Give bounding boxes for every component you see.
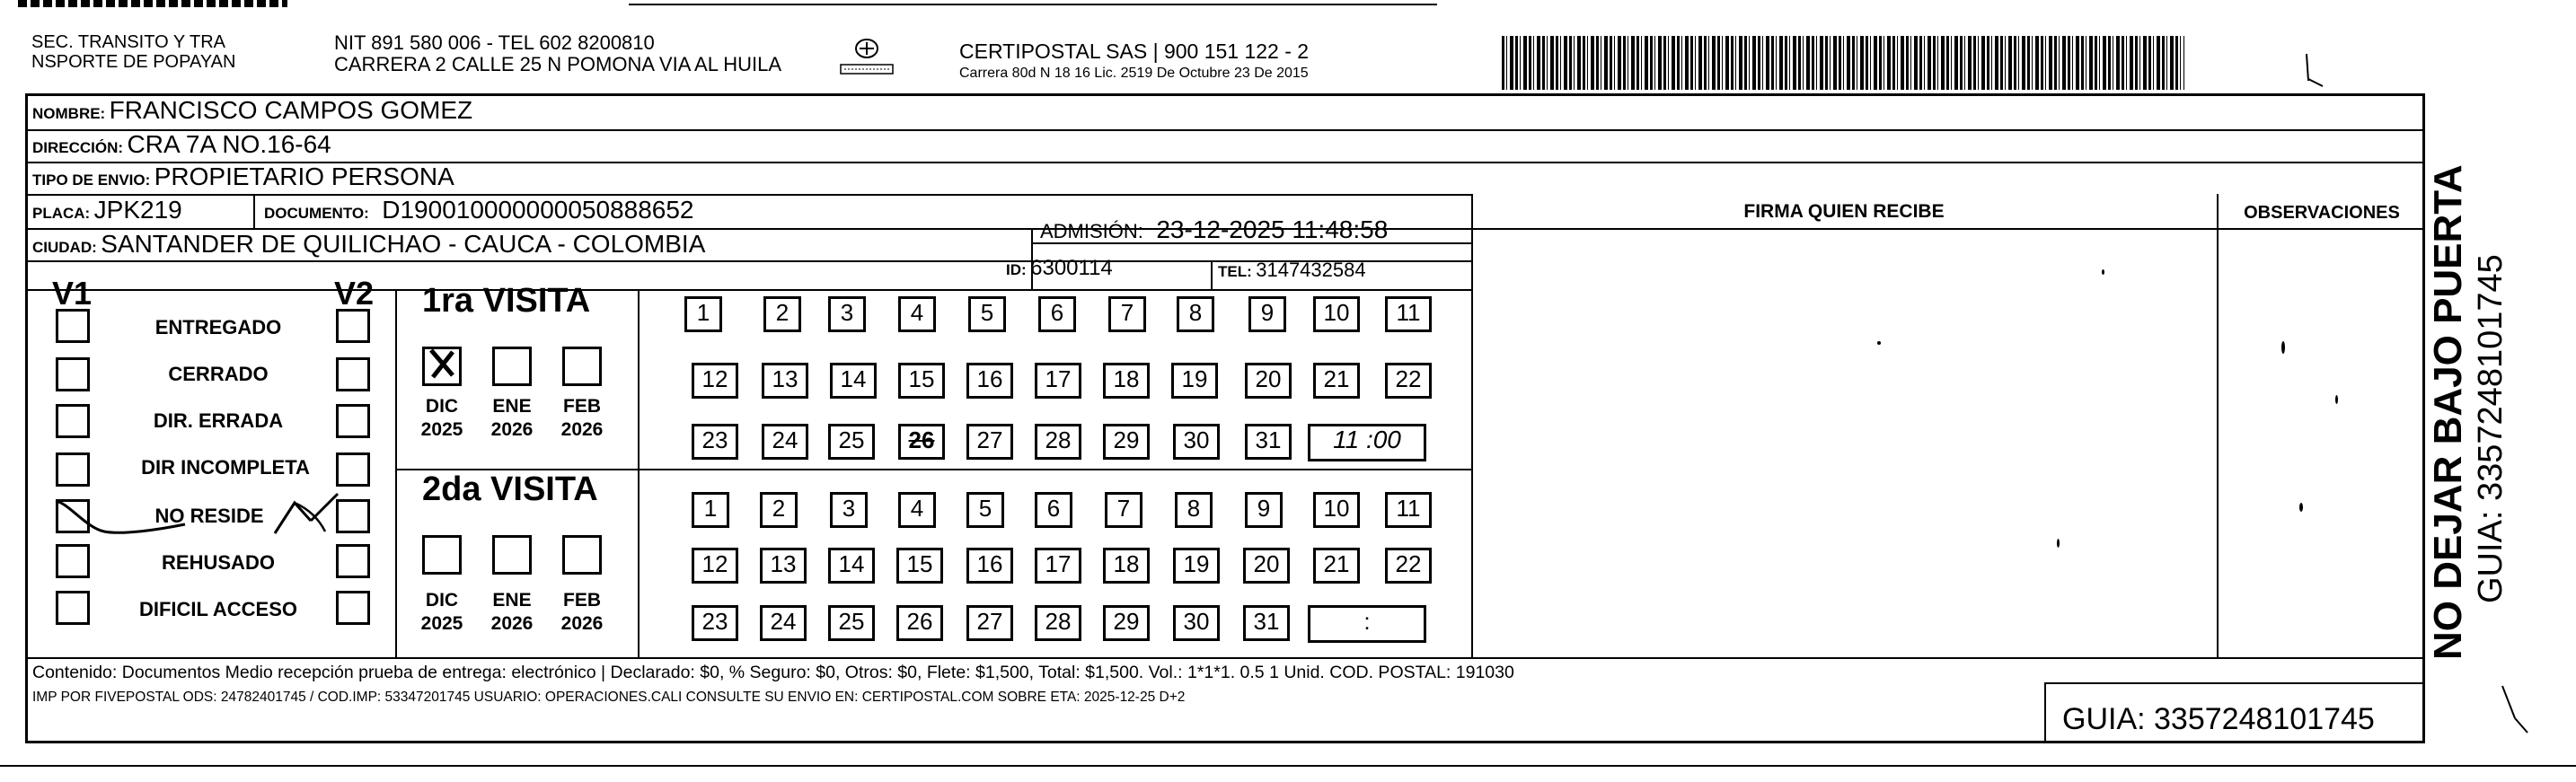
agency-contact xyxy=(334,32,873,75)
visit1-day[interactable]: 16 xyxy=(966,363,1013,399)
id-label: ID: xyxy=(1006,261,1027,278)
visit1-day[interactable]: 1 xyxy=(684,296,722,332)
scan-marks xyxy=(2299,54,2326,90)
visit1-day[interactable]: 31 xyxy=(1245,424,1292,460)
visit2-day[interactable]: 10 xyxy=(1313,492,1360,528)
visit2-day[interactable]: 12 xyxy=(692,548,738,584)
month-name: ENE xyxy=(492,396,532,417)
visit2-month-ene-label xyxy=(487,589,537,636)
visit1-day[interactable]: 3 xyxy=(828,296,866,332)
status-entregado: ENTREGADO xyxy=(154,316,282,338)
col-divider xyxy=(1211,260,1213,289)
col-divider xyxy=(253,194,255,228)
visit1-month-feb-checkbox[interactable] xyxy=(562,347,602,386)
agency-line-1: SEC. TRANSITO Y TRA xyxy=(31,32,225,52)
guia-box-divider xyxy=(2044,682,2046,743)
firma-heading: FIRMA QUIEN RECIBE xyxy=(1743,201,1945,222)
status-dir-incompleta: DIR INCOMPLETA xyxy=(141,456,310,479)
contenido-line: Contenido: Documentos Medio recepción prueba de entrega: electrónico | Declarado: $0, % Seguro: $0, Otros: $0, Flete: $1,500, Total: $1,500. Vol.: 1*1*1. 0.5 1 Unid. COD. POSTAL: 191030 xyxy=(32,663,1514,682)
visit2-day[interactable]: 30 xyxy=(1173,605,1220,641)
visit2-day[interactable]: 26 xyxy=(896,605,943,641)
tipo-label: TIPO DE ENVIO: xyxy=(32,171,151,189)
col-divider xyxy=(2217,194,2219,657)
visit2-day[interactable]: 7 xyxy=(1105,492,1142,528)
month-name: ENE xyxy=(492,590,532,611)
v1-cerrado-checkbox[interactable] xyxy=(56,357,90,391)
scan-edge-line xyxy=(629,4,1437,5)
visit2-day[interactable]: 22 xyxy=(1385,548,1432,584)
status-rehusado: REHUSADO xyxy=(162,551,275,574)
visit1-day[interactable]: 8 xyxy=(1177,296,1214,332)
visit1-day[interactable]: 11 xyxy=(1385,296,1432,332)
admision-label: ADMISIÓN: xyxy=(1040,220,1143,242)
month-year: 2026 xyxy=(560,613,604,634)
visit1-day[interactable]: 2 xyxy=(763,296,801,332)
guide-barcode xyxy=(1502,36,2184,90)
status-dificil-acceso: DIFICIL ACCESO xyxy=(138,598,297,620)
admision-cell xyxy=(1040,215,1388,244)
documento-value: D190010000000050888652 xyxy=(382,196,694,224)
certipostal-seal-logo xyxy=(837,36,896,83)
direccion-row xyxy=(32,130,331,159)
visit2-day[interactable]: 31 xyxy=(1243,605,1290,641)
visit2-day[interactable]: 2 xyxy=(760,492,798,528)
row-divider xyxy=(25,129,2425,131)
scan-edge-mark xyxy=(2497,682,2533,736)
visit2-day[interactable]: 15 xyxy=(896,548,943,584)
v2-dir-errada-checkbox[interactable] xyxy=(336,404,370,438)
guia-number: GUIA: 3357248101745 xyxy=(2062,702,2375,736)
scan-speck xyxy=(2299,503,2303,512)
direccion-value: CRA 7A NO.16-64 xyxy=(127,130,331,158)
visit1-time-box[interactable]: 11 :00 xyxy=(1308,424,1426,461)
visit1-day[interactable]: 5 xyxy=(968,296,1006,332)
scan-speck xyxy=(1877,341,1881,345)
imp-line: IMP POR FIVEPOSTAL ODS: 24782401745 / COD.IMP: 53347201745 USUARIO: OPERACIONES.CALI CONSULTE SU ENVIO EN: CERTIPOSTAL.COM SOBRE ETA: 2025-12-25 D+2 xyxy=(32,690,1186,705)
v2-dificil-acceso-checkbox[interactable] xyxy=(336,591,370,625)
visit-col-right xyxy=(638,289,640,657)
visit1-dic-checkmark xyxy=(426,345,460,384)
right-header-line xyxy=(1471,228,2425,230)
visit2-day[interactable]: 3 xyxy=(830,492,868,528)
visit1-day[interactable]: 30 xyxy=(1173,424,1220,460)
v2-dir-incompleta-checkbox[interactable] xyxy=(336,453,370,487)
v2-cerrado-checkbox[interactable] xyxy=(336,357,370,391)
visit2-day[interactable]: 18 xyxy=(1103,548,1150,584)
guia-box-top xyxy=(2044,682,2425,684)
month-year: 2025 xyxy=(420,419,463,440)
col-divider xyxy=(1471,194,1473,657)
visit1-day[interactable]: 6 xyxy=(1038,296,1076,332)
documento-cell xyxy=(264,196,694,224)
visit1-day[interactable]: 10 xyxy=(1313,296,1360,332)
visit2-month-dic-checkbox[interactable] xyxy=(422,535,462,575)
visit1-day[interactable]: 21 xyxy=(1313,363,1360,399)
v1-rehusado-checkbox[interactable] xyxy=(56,544,90,578)
visit1-day[interactable]: 22 xyxy=(1385,363,1432,399)
tipo-value: PROPIETARIO PERSONA xyxy=(154,163,454,190)
visit2-day[interactable]: 9 xyxy=(1245,492,1283,528)
visit2-time-box[interactable]: : xyxy=(1308,605,1426,643)
visit1-month-feb-label xyxy=(557,395,607,442)
visit1-day[interactable]: 19 xyxy=(1171,363,1218,399)
status-col-right xyxy=(395,289,397,657)
visit2-day[interactable]: 25 xyxy=(828,605,875,641)
direccion-label: DIRECCIÓN: xyxy=(32,139,124,156)
nombre-row xyxy=(32,96,472,125)
visit2-day[interactable]: 8 xyxy=(1175,492,1213,528)
month-name: DIC xyxy=(425,590,459,611)
month-name: FEB xyxy=(563,396,601,417)
visit1-day[interactable]: 17 xyxy=(1035,363,1081,399)
visit1-day[interactable]: 18 xyxy=(1103,363,1150,399)
visit2-day[interactable]: 6 xyxy=(1035,492,1072,528)
visit1-month-ene-checkbox[interactable] xyxy=(492,347,532,386)
side-guia: GUIA: 3357248101745 xyxy=(2472,254,2510,603)
visit2-day[interactable]: 5 xyxy=(966,492,1004,528)
observaciones-heading: OBSERVACIONES xyxy=(2244,203,2400,223)
tel-value: 3147432584 xyxy=(1256,259,1366,281)
visit2-day[interactable]: 17 xyxy=(1035,548,1081,584)
address-line: CARRERA 2 CALLE 25 N POMONA VIA AL HUILA xyxy=(334,53,782,75)
v2-entregado-checkbox[interactable] xyxy=(336,309,370,343)
agency-line-2: NSPORTE DE POPAYAN xyxy=(31,52,236,72)
v1-dificil-acceso-checkbox[interactable] xyxy=(56,591,90,625)
status-dir-errada: DIR. ERRADA xyxy=(153,409,284,432)
month-year: 2025 xyxy=(420,613,463,634)
row-divider xyxy=(25,194,1471,196)
visit1-day[interactable]: 12 xyxy=(692,363,738,399)
visit2-month-feb-checkbox[interactable] xyxy=(562,535,602,575)
id-value: 6300114 xyxy=(1030,256,1113,280)
placa-label: PLACA: xyxy=(32,205,91,222)
visit2-day[interactable]: 27 xyxy=(966,605,1013,641)
month-name: FEB xyxy=(563,590,601,611)
visit1-day[interactable]: 7 xyxy=(1108,296,1146,332)
visit1-day[interactable]: 24 xyxy=(762,424,808,460)
placa-value: JPK219 xyxy=(93,196,182,224)
visit1-day[interactable]: 25 xyxy=(828,424,875,460)
scan-speck xyxy=(2102,269,2104,275)
visit1-day[interactable]: 13 xyxy=(762,363,808,399)
visit2-month-dic-label xyxy=(417,589,467,636)
visit2-day[interactable]: 16 xyxy=(966,548,1013,584)
visit1-day[interactable]: 9 xyxy=(1248,296,1286,332)
visit2-day[interactable]: 21 xyxy=(1313,548,1360,584)
ciudad-label: CIUDAD: xyxy=(32,239,97,256)
v2-header: V2 xyxy=(334,275,375,312)
scan-bottom-line xyxy=(0,765,2576,767)
v1-header: V1 xyxy=(52,275,93,312)
admision-value: 23-12-2025 11:48:58 xyxy=(1156,215,1389,243)
visit1-day[interactable]: 23 xyxy=(692,424,738,460)
row-divider xyxy=(25,657,2425,659)
visit2-month-ene-checkbox[interactable] xyxy=(492,535,532,575)
tipo-row xyxy=(32,163,454,191)
visit2-day[interactable]: 29 xyxy=(1103,605,1150,641)
courier-line-2: Carrera 80d N 18 16 Lic. 2519 De Octubre 23 De 2015 xyxy=(959,66,1309,81)
id-cell xyxy=(1006,256,1113,281)
scan-speck xyxy=(2335,395,2338,404)
visit1-day[interactable]: 15 xyxy=(898,363,945,399)
visit2-day[interactable]: 24 xyxy=(760,605,807,641)
visit1-day[interactable]: 27 xyxy=(966,424,1013,460)
month-name: DIC xyxy=(425,396,459,417)
agency-name xyxy=(31,32,337,72)
v1-entregado-checkbox[interactable] xyxy=(56,309,90,343)
row-divider xyxy=(25,289,1471,291)
visit1-day[interactable]: 29 xyxy=(1103,424,1150,460)
visit2-day[interactable]: 1 xyxy=(692,492,729,528)
visit1-day-selected[interactable]: 26 xyxy=(898,424,945,460)
nombre-value: FRANCISCO CAMPOS GOMEZ xyxy=(109,96,473,124)
tel-label: TEL: xyxy=(1218,263,1252,280)
visit1-month-ene-label xyxy=(487,395,537,442)
ciudad-value: SANTANDER DE QUILICHAO - CAUCA - COLOMBIA xyxy=(101,230,706,258)
visit1-month-dic-label xyxy=(417,395,467,442)
documento-label: DOCUMENTO: xyxy=(264,205,369,222)
courier-info xyxy=(959,40,1462,82)
visit1-day[interactable]: 14 xyxy=(830,363,877,399)
visit2-day[interactable]: 13 xyxy=(760,548,807,584)
visit2-day[interactable]: 19 xyxy=(1173,548,1220,584)
scan-edge-mark xyxy=(18,0,287,7)
no-dejar-bajo-puerta: NO DEJAR BAJO PUERTA xyxy=(2426,164,2470,660)
visit1-title: 1ra VISITA xyxy=(422,282,591,320)
visit1-day[interactable]: 20 xyxy=(1245,363,1292,399)
visit2-day[interactable]: 14 xyxy=(828,548,875,584)
scan-speck xyxy=(2281,341,2285,354)
visit2-title: 2da VISITA xyxy=(422,470,598,508)
courier-line-1: CERTIPOSTAL SAS | 900 151 122 - 2 xyxy=(959,40,1310,63)
visit2-day[interactable]: 11 xyxy=(1385,492,1432,528)
nit-line: NIT 891 580 006 - TEL 602 8200810 xyxy=(334,31,655,54)
ciudad-cell xyxy=(32,230,705,259)
month-year: 2026 xyxy=(490,419,534,440)
visit2-day[interactable]: 28 xyxy=(1035,605,1081,641)
v1-dir-incompleta-checkbox[interactable] xyxy=(56,453,90,487)
scan-speck xyxy=(2057,539,2060,548)
month-year: 2026 xyxy=(490,613,534,634)
v2-rehusado-checkbox[interactable] xyxy=(336,544,370,578)
visit2-day[interactable]: 4 xyxy=(898,492,936,528)
handwritten-check-mark xyxy=(50,485,374,548)
v1-dir-errada-checkbox[interactable] xyxy=(56,404,90,438)
status-no-reside: NO RESIDE xyxy=(154,505,264,527)
visit2-month-feb-label xyxy=(557,589,607,636)
status-cerrado: CERRADO xyxy=(168,363,269,385)
visit2-day[interactable]: 20 xyxy=(1243,548,1290,584)
nombre-label: NOMBRE: xyxy=(32,105,106,122)
tel-cell xyxy=(1218,259,1366,282)
visit2-day[interactable]: 23 xyxy=(692,605,738,641)
month-year: 2026 xyxy=(560,419,604,440)
placa-cell xyxy=(32,196,182,224)
visit1-day[interactable]: 28 xyxy=(1035,424,1081,460)
visit1-day[interactable]: 4 xyxy=(898,296,936,332)
